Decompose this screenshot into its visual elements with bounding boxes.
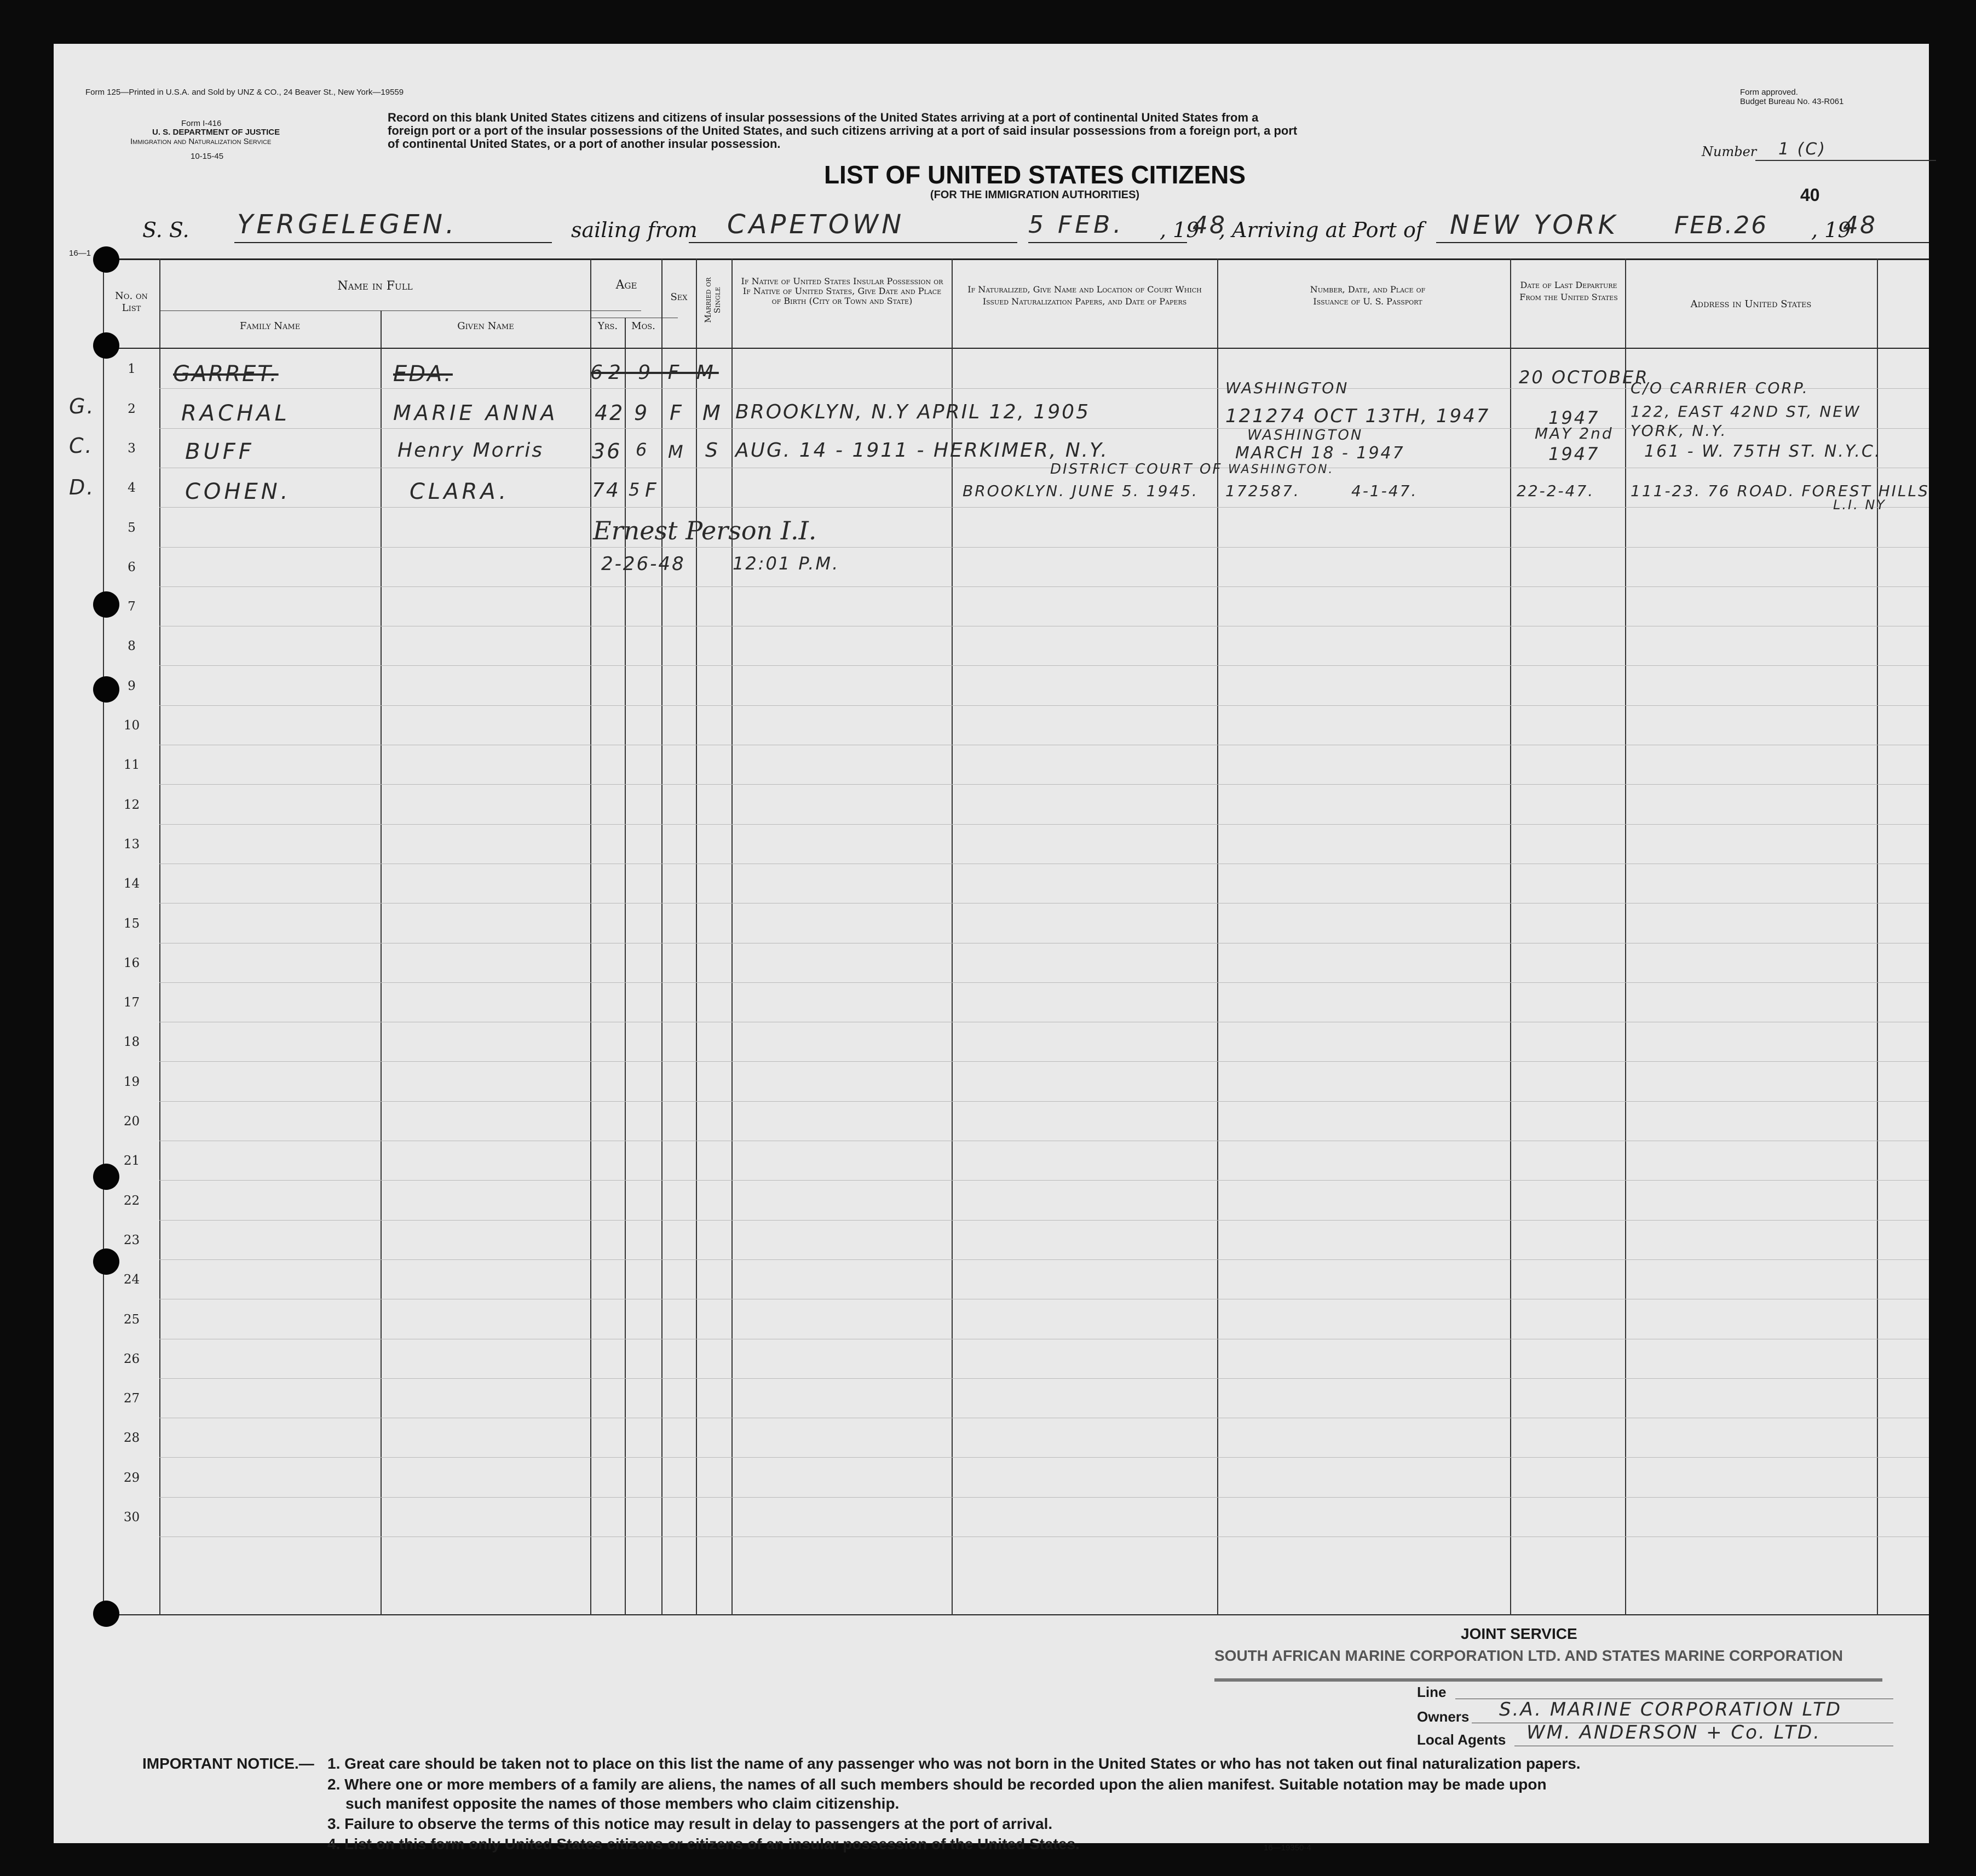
row-number: 28 [123, 1431, 140, 1445]
form-approved: Form approved. [1740, 88, 1798, 97]
col-married-single [696, 274, 731, 339]
row2-sex: F [670, 401, 683, 425]
row-number: 12 [123, 798, 140, 812]
row2-yrs: 42 [595, 401, 625, 425]
row3-family: BUFF [185, 439, 255, 464]
row4-mos: 5 [629, 479, 642, 500]
row-number: 30 [123, 1510, 140, 1524]
sailing-year-prefix: , 19 [1160, 218, 1200, 242]
row4-passport-no: 172587. [1225, 482, 1300, 500]
row-rule [159, 1457, 1929, 1458]
row-rule [159, 1061, 1929, 1062]
corporations-stamp: SOUTH AFRICAN MARINE CORPORATION LTD. AND STATES MARINE CORPORATION [1214, 1647, 1843, 1664]
punch-hole [93, 1248, 119, 1275]
notice-2-cont: such manifest opposite the names of those members who claim citizenship. [345, 1795, 900, 1812]
instruction-line: Record on this blank United States citizens and citizens of insular possessions of the United States arriving at a port of continental United States from a [388, 111, 1259, 124]
punch-hole [93, 1164, 119, 1190]
col-sex: Sex [670, 291, 688, 303]
sailing-year: 48 [1192, 211, 1226, 239]
arrival-year: 48 [1843, 211, 1877, 239]
punch-hole [93, 676, 119, 703]
col-no-on-list: No. on List [115, 290, 148, 314]
col-family-name: Family Name [239, 320, 301, 332]
row-rule [159, 705, 1929, 706]
margin-letter: G. [69, 394, 95, 418]
arrival-port: NEW YORK [1450, 210, 1619, 240]
row-number: 13 [123, 837, 140, 851]
sailing-label: sailing from [571, 218, 698, 242]
row4-yrs: 74 [592, 479, 620, 502]
row-number: 21 [123, 1154, 140, 1168]
notice-1: 1. Great care should be taken not to place on this list the name of any passenger who was not born in the United States or who has not taken out final naturalization papers. [327, 1755, 1581, 1772]
col-naturalized: If Naturalized, Give Name and Location of Court Which Issued Naturalization Papers, and Date of Papers [967, 284, 1202, 307]
instruction-line: foreign port or a port of the insular possessions of the United States, and such citizens arriving at a port of said insular possessions from a foreign port, a port [388, 124, 1298, 137]
arrival-date: FEB.26 [1674, 211, 1768, 239]
row-number: 7 [128, 600, 136, 614]
row-rule [159, 824, 1929, 825]
row-rule [159, 507, 1929, 508]
notice-2: 2. Where one or more members of a family are aliens, the names of all such members should be recorded upon the alien manifest. Suitable notation may be made upon [327, 1776, 1547, 1793]
row-number: 19 [123, 1075, 140, 1089]
row-rule [159, 784, 1929, 785]
row-number: 8 [128, 639, 136, 653]
form-id: Form I-416 [181, 119, 222, 128]
row-rule [159, 1497, 1929, 1498]
row1-passport-place: WASHINGTON [1225, 379, 1349, 397]
arrival-year-prefix: , 19 [1811, 218, 1851, 242]
col-mos: Mos. [631, 320, 655, 332]
row-number: 16 [123, 956, 140, 970]
row4-address2: L.I. NY [1833, 497, 1886, 513]
row-number: 3 [128, 441, 136, 456]
row4-passport-date: 4-1-47. [1351, 482, 1418, 500]
col-name-in-full: Name in Full [337, 279, 413, 293]
row-rule [159, 903, 1929, 904]
arriving-label: , Arriving at Port of [1219, 218, 1424, 242]
punch-hole [93, 591, 119, 618]
row2-passport: 121274 OCT 13TH, 1947 [1225, 405, 1490, 427]
agents-value: WM. ANDERSON + Co. LTD. [1526, 1722, 1821, 1743]
margin-letter: D. [69, 475, 95, 499]
row4-family: COHEN. [185, 479, 291, 504]
service: Immigration and Naturalization Service [130, 137, 272, 146]
row-rule [159, 1259, 1929, 1260]
inspector-signature: Ernest Person I.I. [593, 516, 817, 545]
instructions [388, 111, 1297, 151]
sailing-port: CAPETOWN [727, 209, 905, 240]
number-label: Number [1702, 144, 1757, 159]
punch-hole [93, 332, 119, 359]
number-value: 1 (C) [1778, 140, 1827, 159]
department: U. S. DEPARTMENT OF JUSTICE [152, 128, 280, 137]
ss-label: S. S. [142, 218, 189, 242]
row2b-departure: MAY 2nd [1535, 424, 1614, 442]
col-married-single-label: Married or Single [703, 277, 722, 323]
row4-given: CLARA. [410, 479, 510, 504]
col-last-departure: Date of Last Departure From the United States [1519, 280, 1618, 302]
row-number: 25 [123, 1313, 140, 1327]
row2-departure: 1947 [1548, 407, 1600, 428]
row4-sex: F [645, 479, 658, 502]
row1-given: EDA. [393, 361, 453, 387]
col-passport: Number, Date, and Place of Issuance of U. S. Passport [1310, 284, 1426, 307]
row-number: 17 [123, 995, 140, 1010]
row3-sex: M [668, 441, 685, 462]
side-code: 16—1 [69, 249, 91, 258]
row2-birth: BROOKLYN, N.Y APRIL 12, 1905 [735, 401, 1090, 423]
row-number: 29 [123, 1471, 140, 1485]
col-age: Age [615, 278, 637, 292]
row3b-passport-place: WASHINGTON. [1228, 463, 1334, 476]
row-rule [159, 1220, 1929, 1221]
row-number: 18 [123, 1035, 140, 1049]
ship-name: YERGELEGEN. [237, 209, 458, 240]
row2-marital: M [702, 401, 722, 425]
row3-yrs: 36 [592, 439, 622, 463]
row4-naturalization: BROOKLYN. JUNE 5. 1945. [963, 482, 1199, 500]
row2-family: RACHAL [181, 401, 290, 426]
row3-departure: 1947 [1548, 444, 1600, 464]
line-label: Line [1417, 1684, 1447, 1700]
row-number: 11 [123, 758, 140, 772]
page-number: 40 [1800, 185, 1820, 205]
owners-label: Owners [1417, 1708, 1470, 1725]
punch-hole [93, 1601, 119, 1627]
row-rule [159, 982, 1929, 983]
row-rule [159, 665, 1929, 666]
joint-service: JOINT SERVICE [1461, 1625, 1577, 1642]
row-rule [159, 1101, 1929, 1102]
col-native: If Native of United States Insular Possession or If Native of United States, Give Date and Place of Birth (City or Town and State) [741, 276, 943, 306]
row2-mos: 9 [634, 401, 649, 425]
row-rule [159, 1378, 1929, 1379]
form-code: 16—19350-4 [1264, 1843, 1311, 1852]
row2-address: 122, EAST 42ND ST, NEW [1631, 402, 1861, 421]
punch-hole [93, 246, 119, 273]
row-number: 4 [128, 481, 136, 495]
row-number: 10 [123, 718, 140, 733]
notice-3: 3. Failure to observe the terms of this notice may result in delay to passengers at the port of arrival. [327, 1815, 1053, 1832]
row-number: 5 [128, 521, 136, 535]
notice-4: 4. List on this form only United States citizens or citizens of an insular possession of the United States. [327, 1835, 1080, 1852]
row3-marital: S [705, 439, 719, 462]
row4-departure: 22-2-47. [1517, 482, 1595, 500]
row-number: 20 [123, 1114, 140, 1129]
row-number: 14 [123, 877, 140, 891]
row3-address: 161 - W. 75TH ST. N.Y.C. [1644, 442, 1882, 461]
instruction-line: of continental United States, or a port of another insular possession. [388, 137, 781, 151]
row2b-passport-place: WASHINGTON [1247, 427, 1363, 444]
row-number: 24 [123, 1273, 140, 1287]
row1-age: 62 9 F M [590, 361, 719, 384]
row1-departure: 20 OCTOBER [1519, 367, 1649, 388]
row-number: 1 [128, 362, 136, 376]
page-title: LIST OF UNITED STATES CITIZENS [823, 160, 1246, 189]
row-rule [159, 547, 1929, 548]
row3b-naturalization: DISTRICT COURT OF [1050, 461, 1223, 477]
col-yrs: Yrs. [597, 320, 618, 332]
budget-bureau: Budget Bureau No. 43-R061 [1740, 97, 1844, 106]
owners-value: S.A. MARINE CORPORATION LTD [1499, 1699, 1842, 1720]
form-date: 10-15-45 [191, 152, 224, 161]
row-number: 27 [123, 1391, 140, 1406]
agents-label: Local Agents [1417, 1731, 1506, 1748]
notice-title: IMPORTANT NOTICE.— [142, 1755, 314, 1772]
manifest-page [54, 44, 1929, 1852]
margin-letter: C. [69, 434, 94, 458]
row-number: 26 [123, 1352, 140, 1366]
printer-line: Form 125—Printed in U.S.A. and Sold by UNZ & CO., 24 Beaver St., New York—19559 [85, 88, 404, 97]
row1-address: C/O CARRIER CORP. [1631, 379, 1809, 397]
row-number: 9 [128, 679, 136, 693]
row-number: 6 [128, 560, 136, 574]
row3-mos: 6 [636, 439, 649, 460]
row2-given: MARIE ANNA [393, 401, 558, 425]
signature-time: 12:01 P.M. [733, 553, 840, 574]
row-rule [159, 586, 1929, 587]
row1-family: GARRET. [173, 361, 279, 387]
row-rule [159, 1180, 1929, 1181]
sailing-day-month: 5 FEB. [1028, 211, 1125, 239]
row-number: 23 [123, 1233, 140, 1247]
row-number: 15 [123, 917, 140, 931]
row4-address: 111-23. 76 ROAD. FOREST HILLS [1631, 482, 1929, 500]
page-subtitle: (FOR THE IMMIGRATION AUTHORITIES) [930, 189, 1140, 201]
row-number: 2 [128, 402, 136, 416]
signature-date: 2-26-48 [601, 553, 685, 575]
row3-given: Henry Morris [397, 439, 544, 462]
row2b-address: YORK, N.Y. [1631, 422, 1727, 440]
col-address: Address in United States [1690, 298, 1812, 310]
row-number: 22 [123, 1194, 140, 1208]
col-given-name: Given Name [457, 320, 514, 332]
row3-birth: AUG. 14 - 1911 - HERKIMER, N.Y. [735, 439, 1109, 462]
row3-passport: MARCH 18 - 1947 [1235, 444, 1405, 463]
